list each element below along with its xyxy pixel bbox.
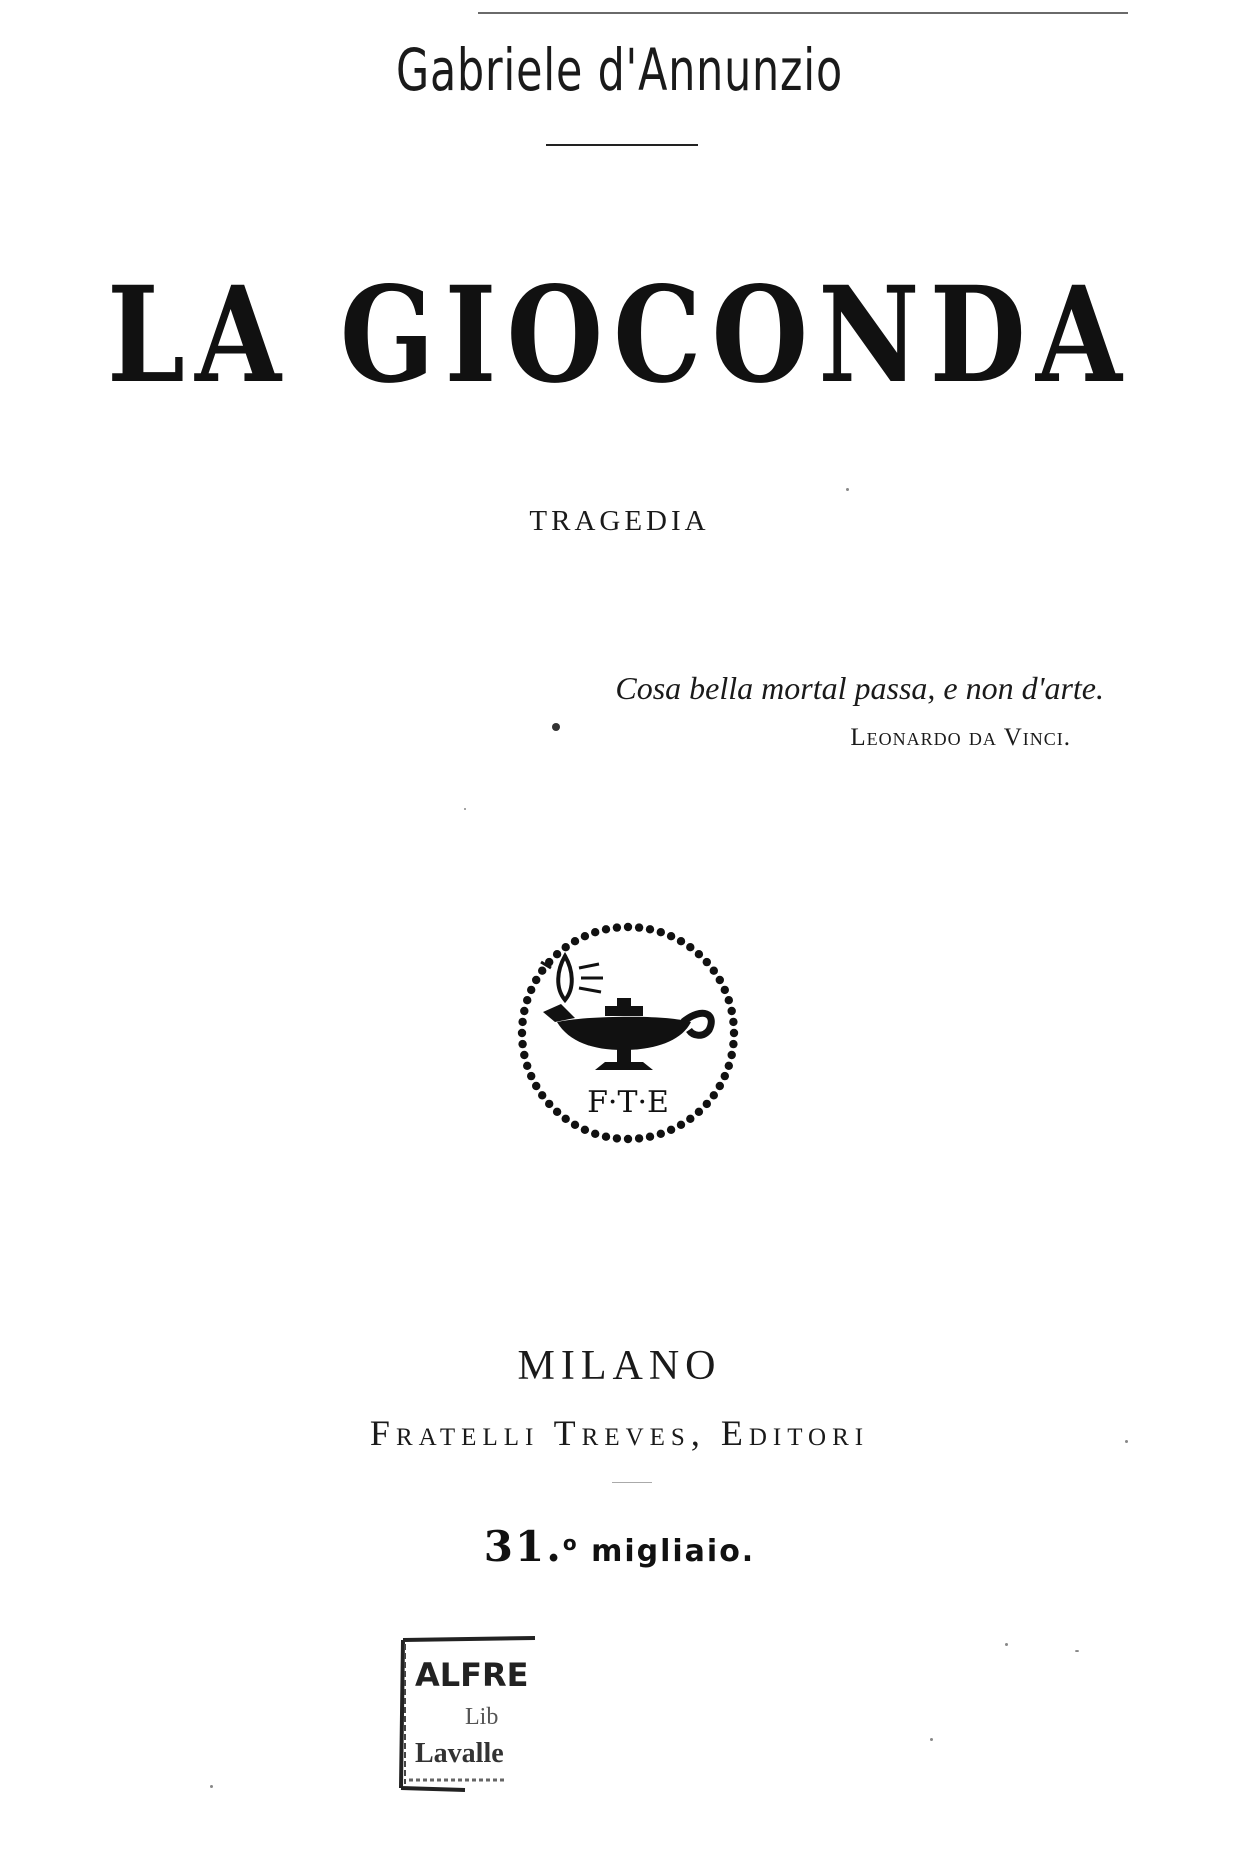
emblem-ring-dot bbox=[523, 996, 531, 1004]
emblem-ring-dot bbox=[532, 1082, 540, 1090]
emblem-ring-dot bbox=[602, 925, 610, 933]
author-divider bbox=[546, 144, 698, 146]
imprint-divider bbox=[612, 1482, 652, 1483]
emblem-ring-dot bbox=[523, 1062, 531, 1070]
emblem-ring-dot bbox=[562, 1115, 570, 1123]
edition-ordinal: o bbox=[562, 1531, 579, 1555]
emblem-ring-dot bbox=[553, 1108, 561, 1116]
emblem-ring-dot bbox=[545, 1100, 553, 1108]
speck bbox=[1075, 1650, 1079, 1652]
speck bbox=[464, 808, 466, 810]
emblem-ring-dot bbox=[581, 1126, 589, 1134]
emblem-ring-dot bbox=[721, 986, 729, 994]
library-stamp bbox=[395, 1634, 540, 1792]
emblem-ring-dot bbox=[716, 1082, 724, 1090]
emblem-ring-dot bbox=[635, 923, 643, 931]
oil-lamp-icon bbox=[541, 956, 711, 1070]
emblem-ring-dot bbox=[532, 976, 540, 984]
emblem-ring-dot bbox=[716, 976, 724, 984]
emblem-monogram: F·T·E bbox=[587, 1085, 669, 1120]
emblem-ring-dot bbox=[730, 1029, 738, 1037]
emblem-ring-dot bbox=[677, 1121, 685, 1129]
emblem-ring-dot bbox=[657, 1130, 665, 1138]
edition-line bbox=[0, 1522, 1239, 1571]
emblem-ring-dot bbox=[553, 950, 561, 958]
emblem-ring-dot bbox=[725, 1062, 733, 1070]
emblem-ring-dot bbox=[527, 986, 535, 994]
emblem-ring-dot bbox=[571, 937, 579, 945]
emblem-ring-dot bbox=[667, 1126, 675, 1134]
emblem-ring-dot bbox=[518, 1018, 526, 1026]
emblem-ring-dot bbox=[710, 967, 718, 975]
emblem-ring-dot bbox=[562, 943, 570, 951]
epigraph-attribution: Leonardo da Vinci. bbox=[850, 724, 1071, 751]
emblem-ring-dot bbox=[624, 923, 632, 931]
emblem-ring-dot bbox=[635, 1134, 643, 1142]
emblem-ring-dot bbox=[729, 1040, 737, 1048]
author-name: Gabriele d'Annunzio bbox=[396, 36, 843, 104]
emblem-ring-dot bbox=[591, 1130, 599, 1138]
emblem-ring-dot bbox=[686, 1115, 694, 1123]
emblem-ring-dot bbox=[527, 1072, 535, 1080]
edition-text: migliaio. bbox=[591, 1534, 756, 1569]
stamp-line-3: Lavalle bbox=[415, 1738, 504, 1769]
emblem-ring-dot bbox=[721, 1072, 729, 1080]
emblem-ring-dot bbox=[581, 932, 589, 940]
emblem-ring-dot bbox=[677, 937, 685, 945]
emblem-ring-dot bbox=[518, 1040, 526, 1048]
speck bbox=[210, 1785, 213, 1788]
publisher-emblem bbox=[513, 918, 743, 1148]
emblem-ring-dot bbox=[729, 1018, 737, 1026]
epigraph-quote: Cosa bella mortal passa, e non d'arte. bbox=[615, 670, 1104, 706]
emblem-ring-dot bbox=[703, 1100, 711, 1108]
emblem-ring-dot bbox=[695, 1108, 703, 1116]
emblem-ring-dot bbox=[538, 1091, 546, 1099]
imprint-publisher: Fratelli Treves, Editori bbox=[369, 1413, 870, 1453]
emblem-ring-dot bbox=[613, 1134, 621, 1142]
emblem-ring-dot bbox=[703, 958, 711, 966]
emblem-ring-dot bbox=[728, 1051, 736, 1059]
book-genre: TRAGEDIA bbox=[529, 505, 710, 537]
speck bbox=[846, 488, 849, 491]
emblem-ring-dot bbox=[646, 925, 654, 933]
imprint-city: MILANO bbox=[517, 1343, 722, 1389]
top-rule bbox=[478, 12, 1128, 14]
emblem-ring-dot bbox=[686, 943, 694, 951]
speck bbox=[1005, 1643, 1008, 1646]
edition-number: 31. bbox=[483, 1522, 563, 1571]
emblem-ring-dot bbox=[518, 1029, 526, 1037]
emblem-ring-dot bbox=[520, 1007, 528, 1015]
emblem-ring-dot bbox=[646, 1133, 654, 1141]
emblem-ring-dot bbox=[538, 967, 546, 975]
emblem-ring-dot bbox=[667, 932, 675, 940]
stamp-line-2: Lib bbox=[465, 1704, 499, 1730]
emblem-ring-dot bbox=[591, 928, 599, 936]
emblem-ring-dot bbox=[520, 1051, 528, 1059]
emblem-ring-dot bbox=[725, 996, 733, 1004]
stamp-line-1: ALFRE bbox=[415, 1656, 529, 1694]
emblem-ring-dot bbox=[728, 1007, 736, 1015]
speck bbox=[1125, 1440, 1128, 1443]
emblem-ring-dot bbox=[624, 1135, 632, 1143]
emblem-ring-dot bbox=[613, 923, 621, 931]
speck bbox=[552, 723, 560, 731]
book-title: LA GIOCONDA bbox=[106, 258, 1132, 413]
emblem-ring-dot bbox=[710, 1091, 718, 1099]
emblem-ring-dot bbox=[657, 928, 665, 936]
speck bbox=[930, 1738, 933, 1741]
emblem-ring-dot bbox=[695, 950, 703, 958]
emblem-ring-dot bbox=[571, 1121, 579, 1129]
emblem-ring-dot bbox=[602, 1133, 610, 1141]
